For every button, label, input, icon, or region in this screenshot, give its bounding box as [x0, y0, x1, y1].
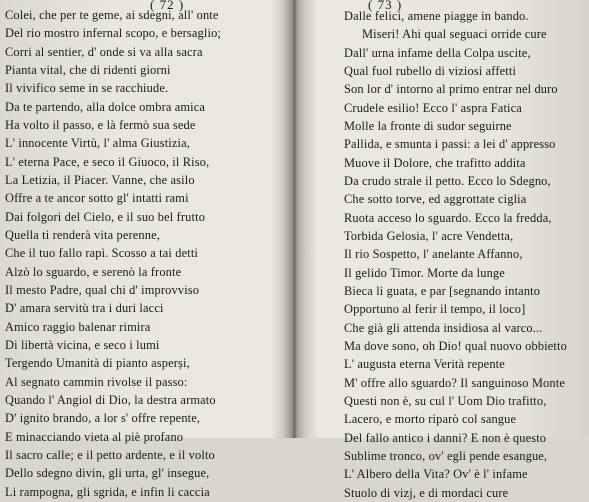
verse-line: Opportuno al ferir il tempo, il loco] [344, 302, 526, 317]
verse-lines [344, 7, 567, 502]
verse-line: La Letizia, il Piacer. Vanne, che asilo [5, 172, 195, 187]
verse-line: D' ignito brando, a lor s' offre repente, [5, 411, 201, 426]
verse-line: Di libertà vicina, e seco i lumi [5, 337, 160, 352]
verse-line: Son lor d' intorno al primo entrar nel duro [344, 82, 558, 97]
verse-line: Il rio Sospetto, l' anelante Affanno, [344, 247, 523, 262]
verse-line: Miseri! Ahi qual seguaci orride cure [362, 27, 547, 42]
verse-line: Dai folgori del Cielo, e il suo bel frutto [5, 209, 206, 224]
verse-line: Dalle felici, amene piagge in bando. [344, 9, 529, 23]
verse-line: Ha volto il passo, e là fermò sua sede [5, 117, 196, 132]
verse-line: Al segnato cammin rivolse il passo: [5, 374, 188, 389]
verse-line: Da te partendo, alla dolce ombra amica [5, 99, 206, 114]
verse-line: Pianta vital, che di ridenti giorni [5, 62, 171, 77]
verse-line: Dello sdegno divin, gli urta, gl' insegue, [5, 466, 210, 481]
verse-line: Da crudo strale il petto. Ecco lo Sdegno, [344, 173, 551, 188]
page-number: ( 72 ) [150, 0, 185, 12]
verse-line: Ma dove sono, oh Dio! qual nuovo obbietto [344, 338, 567, 353]
verse-line: Del fallo antico i danni? E non è questo [344, 430, 547, 445]
verse-line: Lacero, e morto riparò col sangue [344, 412, 517, 427]
verse-line: L' augusta eterna Verità repente [344, 357, 505, 372]
verse-line: Colei, che per te geme, ai sdegni, all' onte [5, 8, 219, 22]
verse-line: Crudele esilio! Ecco l' aspra Fatica [344, 100, 522, 115]
verse-line: Del rio mostro infernal scopo, e bersaglio; [5, 26, 222, 41]
verse-line: L' innocente Virtù, l' alma Giustizia, [5, 136, 191, 151]
verse-line: Che sotto torve, ed aggrottate ciglia [344, 192, 527, 207]
verse-line: Quando l' Angiol di Dio, la destra armato [5, 392, 216, 407]
verse-line: Alzò lo sguardo, e serenò la fronte [5, 264, 182, 279]
verse-line: Muove il Dolore, che trafitto addita [344, 155, 526, 170]
verse-line: Ruota acceso lo sguardo. Ecco la fredda, [344, 210, 552, 225]
verse-line: Qual fuol rubello di viziosi affetti [344, 63, 517, 78]
verse-line: Tergendo Umanità di pianto asperși, [5, 356, 190, 371]
right-page [300, 0, 589, 500]
verse-lines [5, 6, 221, 501]
verse-line: Questi non è, su cul l' Uom Dio trafitto, [344, 393, 547, 408]
verse-line: E minacciando vieta al piè profano [5, 429, 184, 444]
verse-line: Li rampogna, gli sgrida, e infin li caccia [5, 484, 210, 499]
verse-line: D' amara servitù tra i duri lacci [5, 301, 164, 316]
verse-line: Stuolo di vizj, e di mordaci cure [344, 485, 509, 500]
verse-line: L' eterna Pace, e seco il Giuoco, il Riso, [5, 154, 210, 169]
verse-line: Il mesto Padre, qual chi d' improvviso [5, 282, 200, 297]
verse-line: Quella ti renderà vita perenne, [5, 227, 160, 242]
verse-line: Corri al sentier, d' onde si va alla sacra [5, 44, 203, 59]
verse-line: Bieca li guata, e par [segnando intanto [344, 283, 541, 298]
verse-line: Il sacro calle; e il petto ardente, e il volto [5, 447, 215, 462]
verse-line: Che già gli attenda insidiosa al varco... [344, 320, 543, 335]
verse-line: Il vivifico seme in se racchiude. [5, 81, 169, 96]
verse-line: L' Albero della Vita? Ov' è l' infame [344, 467, 528, 482]
verse-line: Molle la fronte di sudor seguirne [344, 118, 512, 133]
verse-line: Che il tuo fallo rapì. Scosso a tai detti [5, 246, 199, 261]
verse-line: Amico raggio balenar rimira [5, 319, 151, 334]
page-number: ( 73 ) [368, 0, 403, 12]
verse-line: Torbida Gelosia, l' acre Vendetta, [344, 228, 514, 243]
verse-line: Pallida, e smunta i passi: a lei d' appresso [344, 137, 556, 152]
verse-line: Il gelido Timor. Morte da lunge [344, 265, 505, 280]
left-page [0, 0, 292, 499]
verse-line: Sublime tronco, ov' egli pende esangue, [344, 448, 548, 463]
verse-line: M' offre allo sguardo? Il sanguinoso Monte [344, 375, 565, 390]
verse-line: Dall' urna infame della Colpa uscite, [344, 45, 531, 60]
verse-line: Offre a te ancor sotto gl' intatti rami [5, 191, 189, 206]
